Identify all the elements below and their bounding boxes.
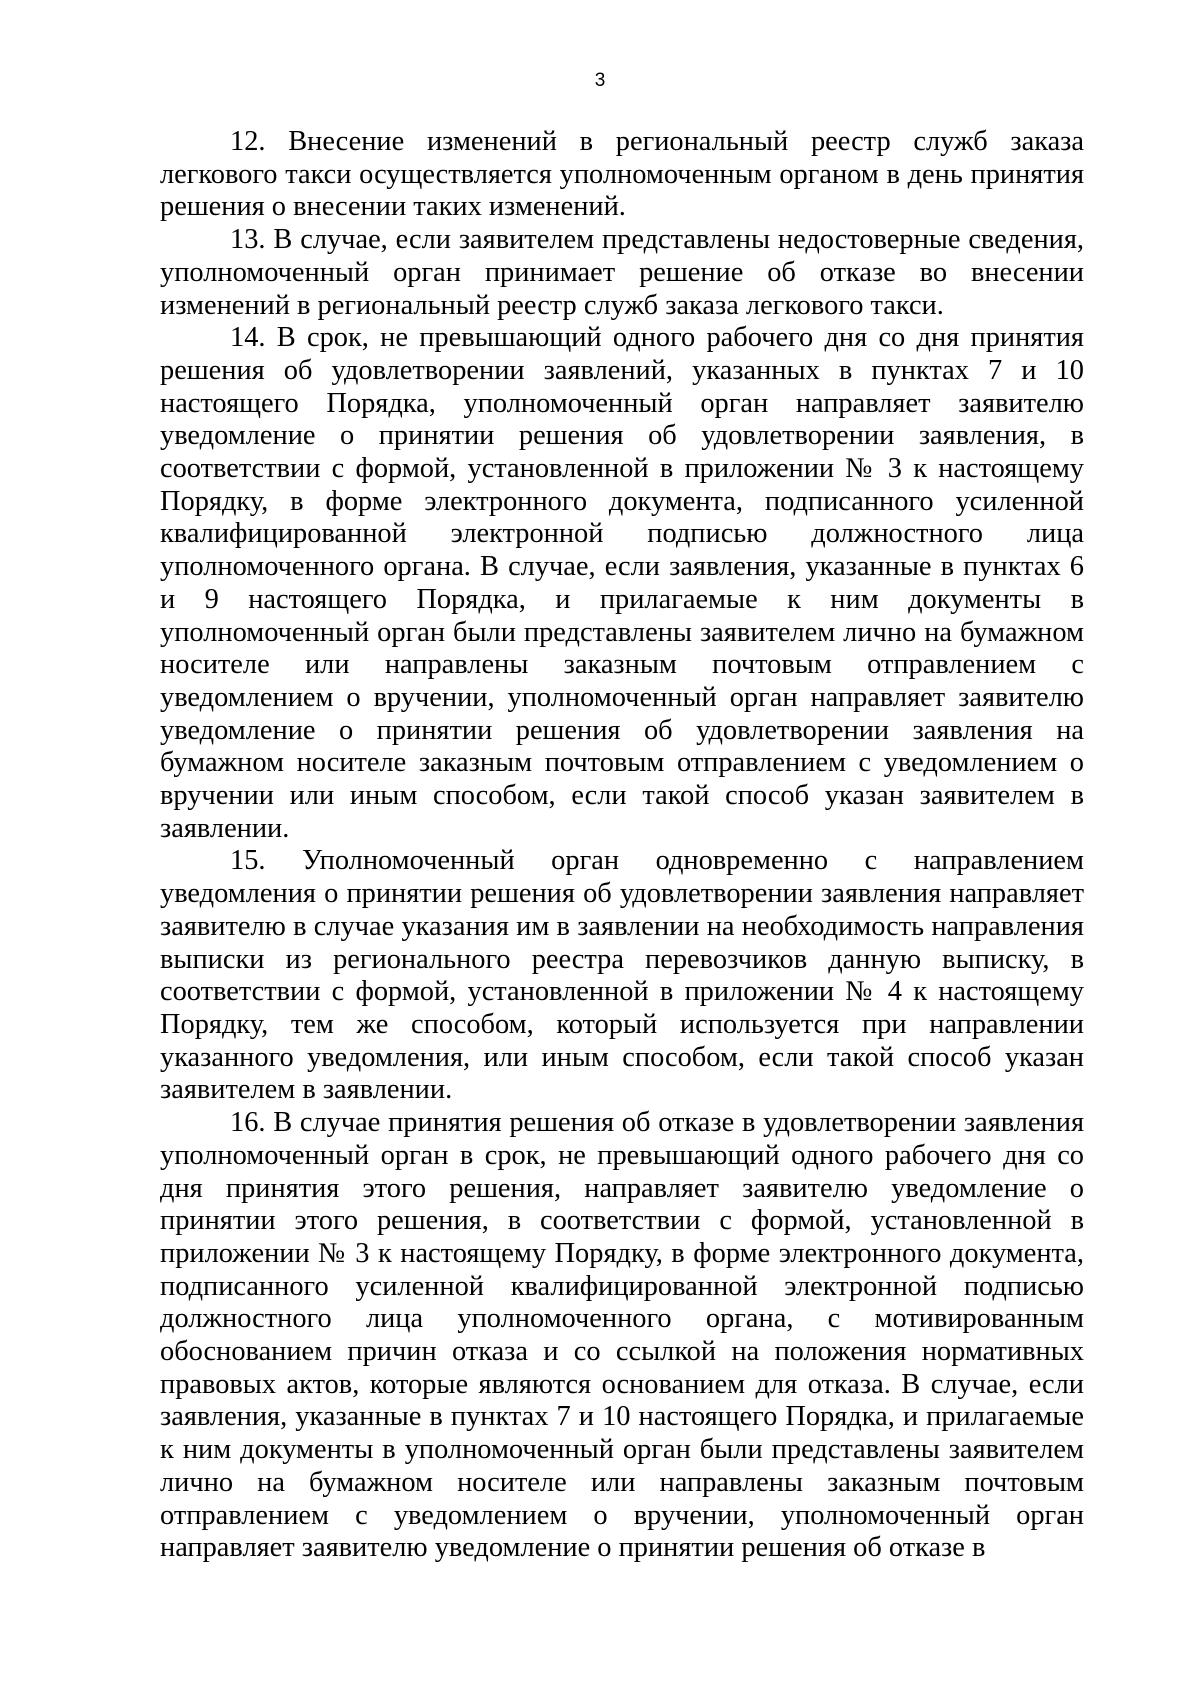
paragraph-16: 16. В случае принятия решения об отказе в удовлетворении заявления уполномоченный орган в срок, не превышающий одного рабочего дня со дня принятия этого решения, направляет заявителю уведомление о принятии этого решения, в соответствии с формой, установленной в приложении № 3 к настоящему Порядку, в форме электронного документа, подписанного усиленной квалифицированной электронной подписью должностного лица уполномоченного органа, с мотивированным обоснованием причин отказа и со ссылкой на положения нормативных правовых актов, которые являются основанием для отказа. В случае, если заявления, указанные в пунктах 7 и 10 настоящего Порядка, и прилагаемые к ним документы в уполномоченный орган были представлены заявителем лично на бумажном носителе или направлены заказным почтовым отправлением с уведомлением о вручении, уполномоченный орган направляет заявителю уведомление о принятии решения об отказе в — [160, 1107, 1084, 1564]
page-number: 3 — [594, 70, 606, 91]
document-body — [160, 126, 1084, 1565]
paragraph-12: 12. Внесение изменений в региональный реестр служб заказа легкового такси осуществляется уполномоченным органом в день принятия решения о внесении таких изменений. — [160, 126, 1084, 223]
paragraph-15: 15. Уполномоченный орган одновременно с направлением уведомления о принятии решения об удовлетворении заявления направляет заявителю в случае указания им в заявлении на необходимость направления выписки из регионального реестра перевозчиков данную выписку, в соответствии с формой, установленной в приложении № 4 к настоящему Порядку, тем же способом, который используется при направлении указанного уведомления, или иным способом, если такой способ указан заявителем в заявлении. — [160, 845, 1084, 1106]
paragraph-14: 14. В срок, не превышающий одного рабочего дня со дня принятия решения об удовлетворении заявлений, указанных в пунктах 7 и 10 настоящего Порядка, уполномоченный орган направляет заявителю уведомление о принятии решения об удовлетворении заявления, в соответствии с формой, установленной в приложении № 3 к настоящему Порядку, в форме электронного документа, подписанного усиленной квалифицированной электронной подписью должностного лица уполномоченного органа. В случае, если заявления, указанные в пунктах 6 и 9 настоящего Порядка, и прилагаемые к ним документы в уполномоченный орган были представлены заявителем лично на бумажном носителе или направлены заказным почтовым отправлением с уведомлением о вручении, уполномоченный орган направляет заявителю уведомление о принятии решения об удовлетворении заявления на бумажном носителе заказным почтовым отправлением с уведомлением о вручении или иным способом, если такой способ указан заявителем в заявлении. — [160, 322, 1084, 844]
paragraph-13: 13. В случае, если заявителем представлены недостоверные сведения, уполномоченный орган принимает решение об отказе во внесении изменений в региональный реестр служб заказа легкового такси. — [160, 224, 1084, 321]
